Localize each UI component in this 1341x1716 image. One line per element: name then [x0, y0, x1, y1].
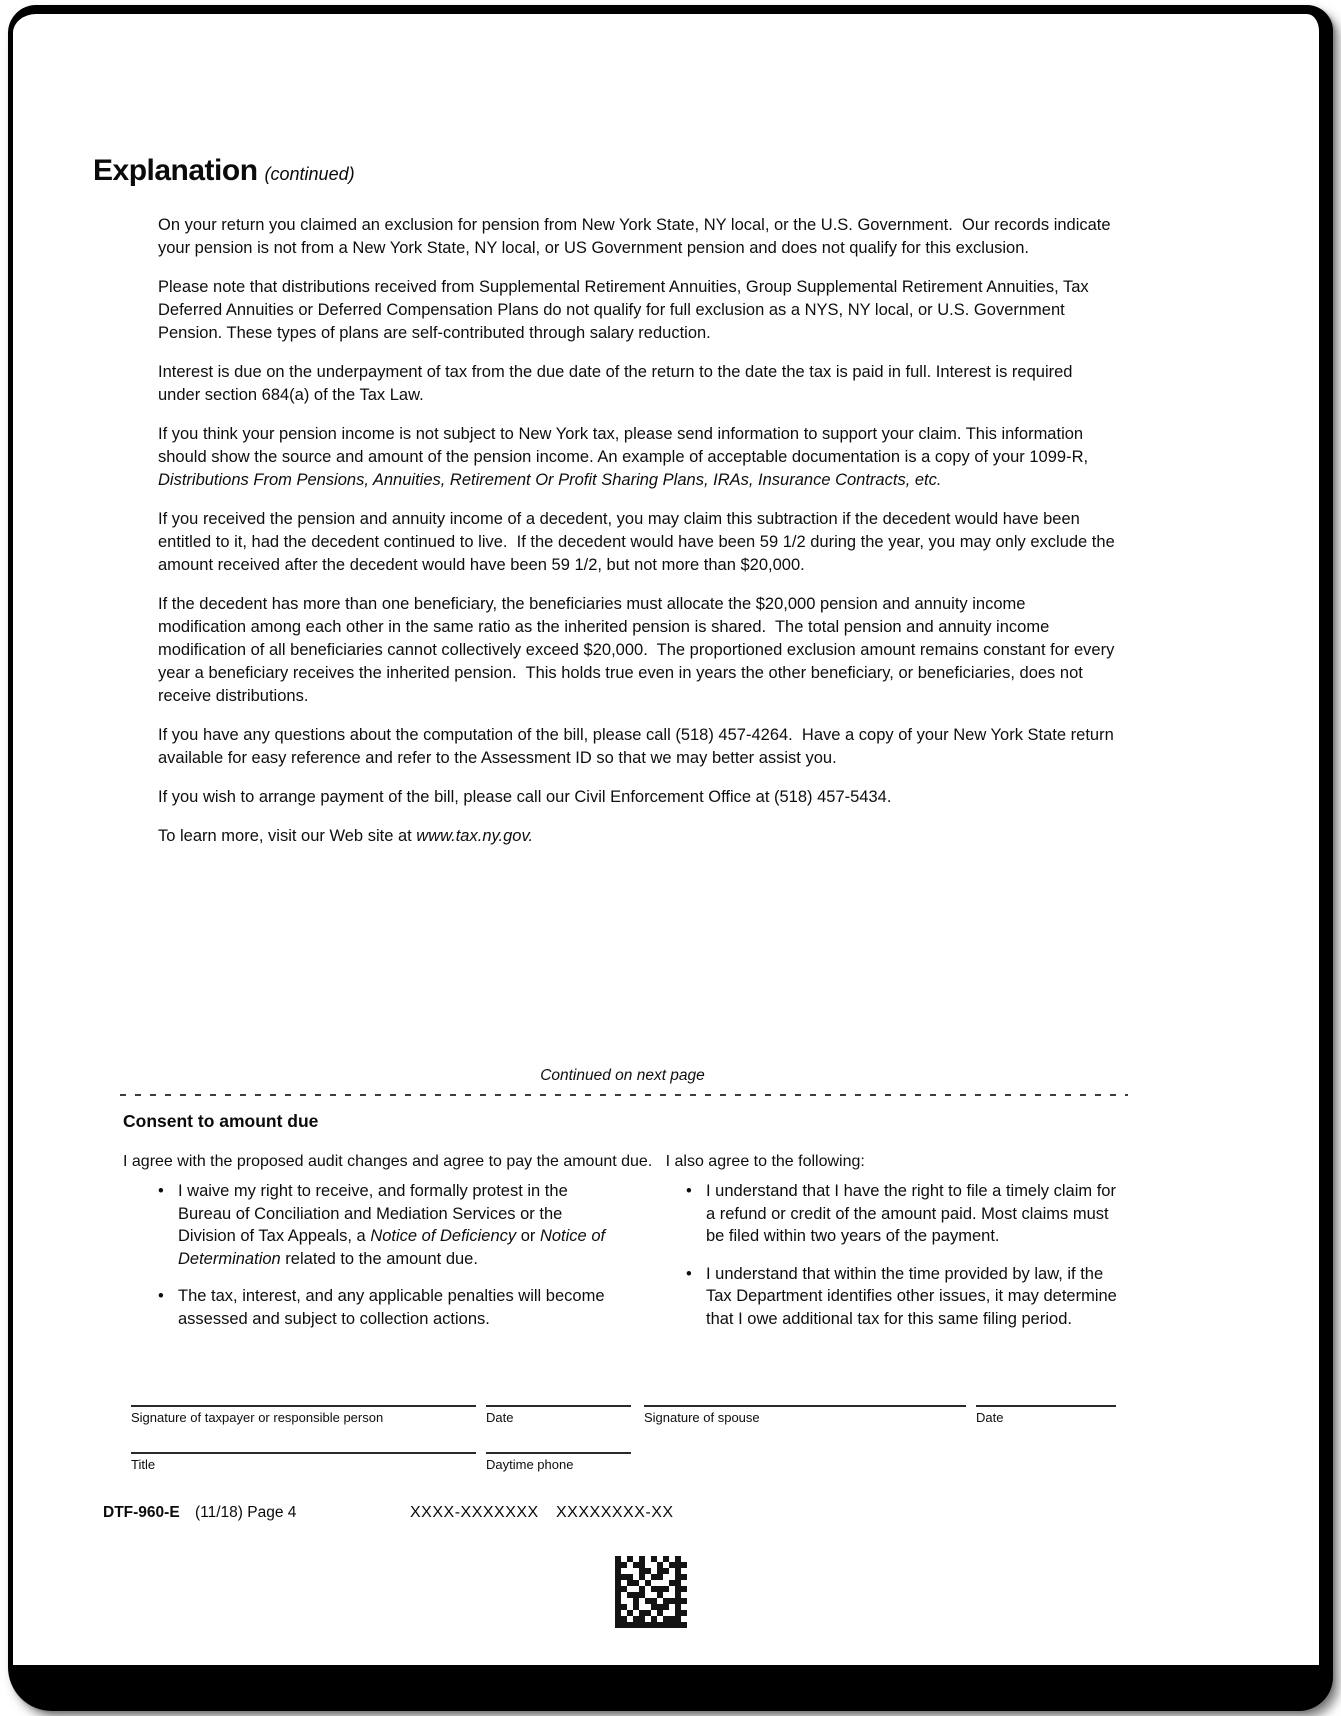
paragraph: On your return you claimed an exclusion for pension from New York State, NY local, or the U.S. Government. Our records indicate your pension is not from a New York State, NY local, or US Government pension and does not qualify for this exclusion.	[158, 216, 1116, 257]
explanation-title: Explanation	[93, 154, 258, 187]
date-line-1	[486, 1405, 631, 1407]
consent-bullet-item	[158, 1180, 610, 1270]
paragraph: Interest is due on the underpayment of tax from the due date of the return to the date the tax is paid in full. Interest is required under section 684(a) of the Tax Law.	[158, 363, 1078, 404]
taxpayer-signature-line	[131, 1405, 476, 1407]
taxpayer-signature-label: Signature of taxpayer or responsible person	[131, 1410, 384, 1425]
paragraph: If you think your pension income is not subject to New York tax, please send information to support your claim. This information should show the source and amount of the pension income. An example of acceptable documentation is a copy of your 1099-R, Distributions From Pensions, Annuities, Retirement Or Profit Sharing Plans, IRAs, Insurance Contracts, etc.	[158, 425, 1093, 489]
bullet-dot: •	[158, 1287, 164, 1305]
daytime-phone-field	[486, 1452, 631, 1472]
continued-note: Continued on next page	[540, 1067, 705, 1084]
explanation-paragraphs	[158, 214, 1120, 864]
bullet-dot: •	[686, 1182, 692, 1200]
date-line-2	[976, 1405, 1116, 1407]
consent-bullet-item	[686, 1180, 1120, 1248]
scanned-page	[8, 5, 1333, 1711]
date-field-2	[976, 1405, 1116, 1425]
bullet-dot: •	[158, 1182, 164, 1200]
bullet-text: I understand that within the time provided by law, if the Tax Department identifies other issues, it may determine that I owe additional tax for this same filing period.	[706, 1264, 1122, 1328]
title-line	[131, 1452, 476, 1454]
form-revision-page: (11/18) Page 4	[195, 1504, 297, 1521]
masked-id-right: XXXXXXXX-XX	[556, 1504, 674, 1521]
paragraph: If you wish to arrange payment of the bill, please call our Civil Enforcement Office at (518) 457-5434.	[158, 788, 892, 806]
bullet-text: I understand that I have the right to file a timely claim for a refund or credit of the amount paid. Most claims must be filed within two years of the payment.	[706, 1182, 1121, 1245]
form-id: DTF-960-E	[103, 1504, 180, 1521]
date-field-1	[486, 1405, 631, 1425]
consent-intro: I agree with the proposed audit changes and agree to pay the amount due. I also agree to the following:	[123, 1153, 865, 1170]
paragraph: If you received the pension and annuity income of a decedent, you may claim this subtraction if the decedent would have been entitled to it, had the decedent continued to live. If the decedent would have been 59 1/2 during the year, you may only exclude the amount received after the decedent would have been 59 1/2, but not more than $20,000.	[158, 510, 1120, 574]
consent-bullets-right	[686, 1180, 1120, 1345]
consent-bullet-item	[158, 1285, 610, 1330]
page-footer	[13, 1504, 1319, 1528]
paragraph: To learn more, visit our Web site at www.tax.ny.gov.	[158, 827, 534, 845]
date-label-2: Date	[976, 1410, 1004, 1425]
explanation-title-suffix: (continued)	[264, 164, 355, 184]
paragraph: If you have any questions about the computation of the bill, please call (518) 457-4264. Have a copy of your New York State return available for easy reference and refer to the Assessment ID so that we may better assist you.	[158, 726, 1119, 767]
consent-bullets-left	[158, 1180, 610, 1345]
data-matrix-barcode	[615, 1556, 687, 1628]
spouse-signature-field	[644, 1405, 966, 1425]
spouse-signature-line	[644, 1405, 966, 1407]
daytime-phone-line	[486, 1452, 631, 1454]
bullet-text: The tax, interest, and any applicable penalties will become assessed and subject to collection actions.	[178, 1287, 610, 1328]
paragraph: If the decedent has more than one beneficiary, the beneficiaries must allocate the $20,000 pension and annuity income modification among each other in the same ratio as the inherited pension is shared. The total pension and annuity income modification of all beneficiaries cannot collectively exceed $20,000. The proportioned exclusion amount remains constant for every year a beneficiary receives the inherited pension. This holds true even in years the other beneficiary, or beneficiaries, does not receive distributions.	[158, 595, 1119, 705]
taxpayer-signature-field	[131, 1405, 476, 1425]
consent-bullet-columns	[158, 1180, 1120, 1345]
masked-id-left: XXXX-XXXXXXX	[410, 1504, 539, 1521]
paragraph: Please note that distributions received from Supplemental Retirement Annuities, Group Supplemental Retirement Annuities, Tax Deferred Annuities or Deferred Compensation Plans do not qualify for full exclusion as a NYS, NY local, or U.S. Government Pension. These types of plans are self-contributed through salary reduction.	[158, 278, 1094, 342]
spouse-signature-label: Signature of spouse	[644, 1410, 760, 1425]
page-title	[93, 154, 355, 188]
bullet-dot: •	[686, 1264, 692, 1283]
title-field	[131, 1452, 476, 1472]
daytime-phone-label: Daytime phone	[486, 1457, 574, 1472]
signature-row-2	[131, 1452, 631, 1472]
dashed-separator	[120, 1094, 1128, 1096]
page-content	[13, 14, 1319, 1665]
consent-section-title: Consent to amount due	[123, 1111, 319, 1131]
bullet-text: I waive my right to receive, and formally protest in the Bureau of Conciliation and Mediation Services or the Division of Tax Appeals, a Notice of Deficiency or Notice of Determination related to the amount due.	[178, 1182, 610, 1268]
consent-bullet-item	[686, 1263, 1120, 1331]
signature-row-1	[131, 1405, 1116, 1425]
date-label-1: Date	[486, 1410, 514, 1425]
title-label: Title	[131, 1457, 156, 1472]
